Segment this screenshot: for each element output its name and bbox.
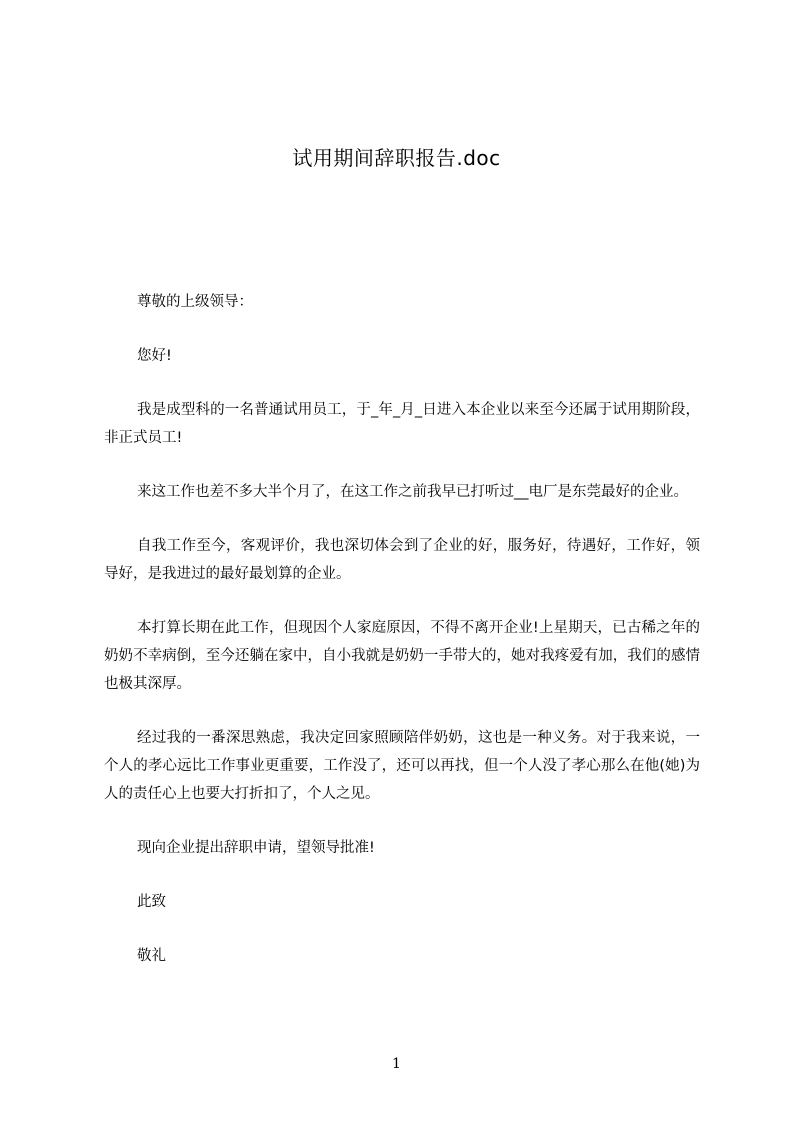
closing-line: 此致: [137, 894, 166, 910]
request-paragraph: 现向企业提出辞职申请，望领导批准!: [137, 840, 375, 856]
body-paragraph: 自我工作至今，客观评价，我也深切体会到了企业的好，服务好，待遇好，工作好，领导好，是我进过的最好最划算的企业。: [104, 538, 700, 582]
document-body: [104, 288, 700, 996]
closing-salute: 敬礼: [137, 948, 166, 964]
body-paragraph: 本打算长期在此工作，但现因个人家庭原因，不得不离开企业!上星期天，已古稀之年的奶奶不幸病倒，至今还躺在家中，自小我就是奶奶一手带大的，她对我疼爱有加，我们的感情也极其深厚。: [104, 620, 700, 692]
body-paragraph: 我是成型科的一名普通试用员工，于_年_月_日进入本企业以来至今还属于试用期阶段，非正式员工!: [104, 402, 700, 446]
body-paragraph: 来这工作也差不多大半个月了，在这工作之前我早已打听过__电厂是东莞最好的企业。: [137, 484, 688, 500]
body-paragraph: 经过我的一番深思熟虑，我决定回家照顾陪伴奶奶，这也是一种义务。对于我来说，一个人的孝心远比工作事业更重要，工作没了，还可以再找，但一个人没了孝心那么在他(她)为人的责任心上也要大打折扣了，个人之见。: [104, 730, 700, 802]
page-number: 1: [392, 1056, 401, 1072]
document-title: 试用期间辞职报告.doc: [292, 146, 501, 170]
salutation: 尊敬的上级领导：: [137, 294, 253, 310]
greeting: 您好!: [137, 348, 172, 364]
